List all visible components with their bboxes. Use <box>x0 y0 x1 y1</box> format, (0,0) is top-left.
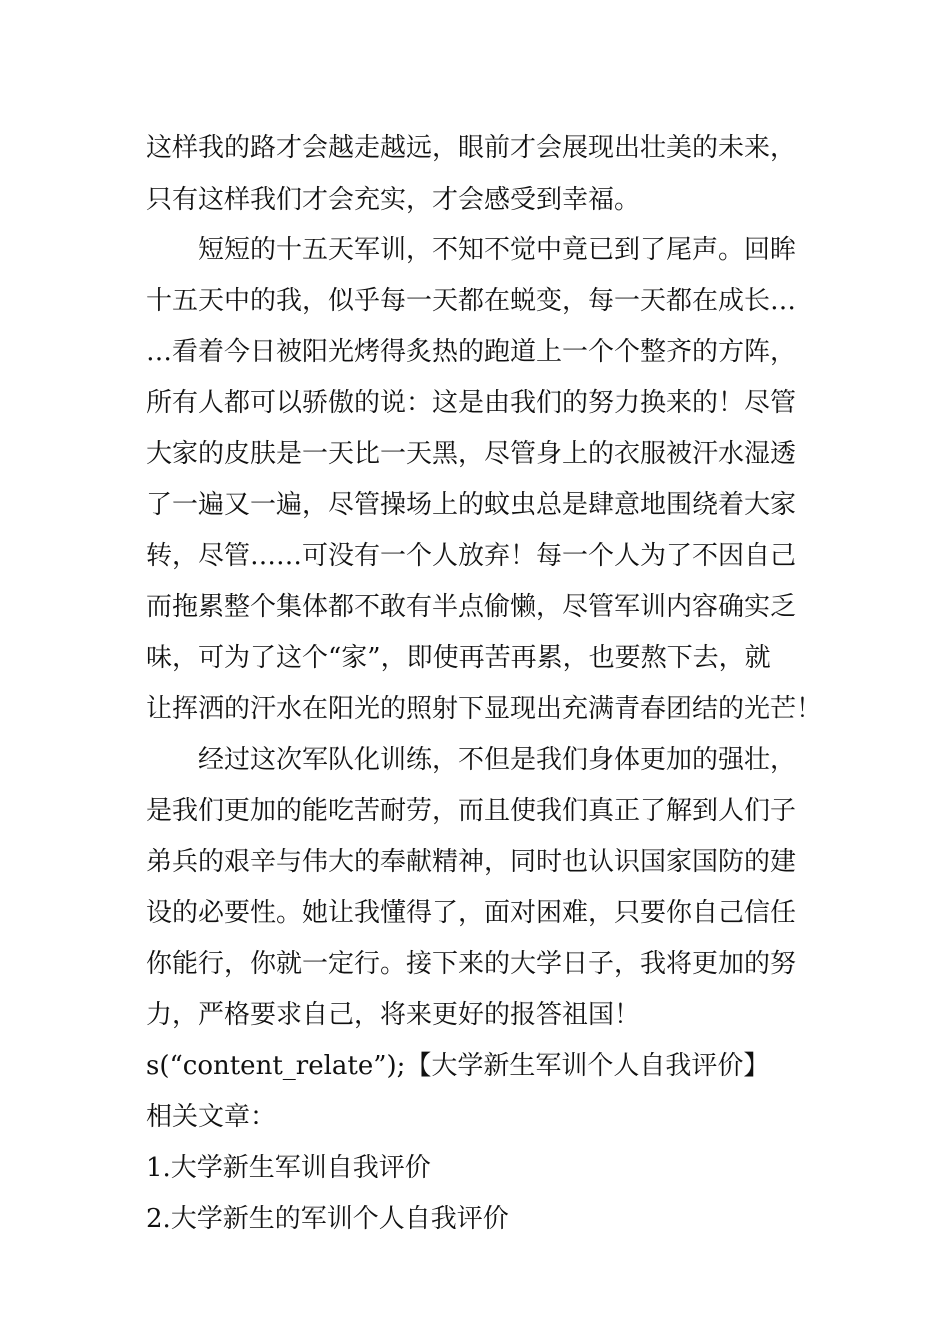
paragraph-start-line: 经过这次军队化训练，不但是我们身体更加的强壮， <box>198 745 797 775</box>
paragraph-start-line: 短短的十五天军训，不知不觉中竟已到了尾声。回眸 <box>198 235 797 265</box>
text-line: 了一遍又一遍，尽管操场上的蚊虫总是肆意地围绕着大家 <box>146 490 797 520</box>
text-line: 只有这样我们才会充实，才会感受到幸福。 <box>146 185 641 215</box>
text-line: 弟兵的艰辛与伟大的奉献精神，同时也认识国家国防的建 <box>146 847 797 877</box>
text-line: 设的必要性。她让我懂得了，面对困难，只要你自己信任 <box>146 898 797 928</box>
text-line: 大家的皮肤是一天比一天黑，尽管身上的衣服被汗水湿透 <box>146 439 797 469</box>
text-line: 而拖累整个集体都不敢有半点偷懒，尽管军训内容确实乏 <box>146 592 797 622</box>
text-line: 这样我的路才会越走越远，眼前才会展现出壮美的未来， <box>146 133 797 163</box>
related-articles-heading: 相关文章： <box>146 1102 277 1132</box>
text-line: …看着今日被阳光烤得炙热的跑道上一个个整齐的方阵， <box>146 337 797 367</box>
related-article-link[interactable]: 1.大学新生军训自我评价 <box>146 1153 431 1183</box>
text-line: 力，严格要求自己，将来更好的报答祖国！ <box>146 1000 641 1030</box>
text-line: 所有人都可以骄傲的说：这是由我们的努力换来的！尽管 <box>146 388 797 418</box>
text-line: 是我们更加的能吃苦耐劳，而且使我们真正了解到人们子 <box>146 796 797 826</box>
text-line: 味，可为了这个“家”，即使再苦再累，也要熬下去，就 <box>146 643 771 673</box>
text-line: 十五天中的我，似乎每一天都在蜕变，每一天都在成长… <box>146 286 797 316</box>
text-line: 让挥洒的汗水在阳光的照射下显现出充满青春团结的光芒！ <box>146 694 823 724</box>
text-line: 你能行，你就一定行。接下来的大学日子，我将更加的努 <box>146 949 797 979</box>
related-article-link[interactable]: 2.大学新生的军训个人自我评价 <box>146 1204 509 1234</box>
text-line: 转，尽管……可没有一个人放弃！每一个人为了不因自己 <box>146 541 797 571</box>
script-title-line: s(“content_relate”);【大学新生军训个人自我评价】 <box>146 1051 770 1081</box>
